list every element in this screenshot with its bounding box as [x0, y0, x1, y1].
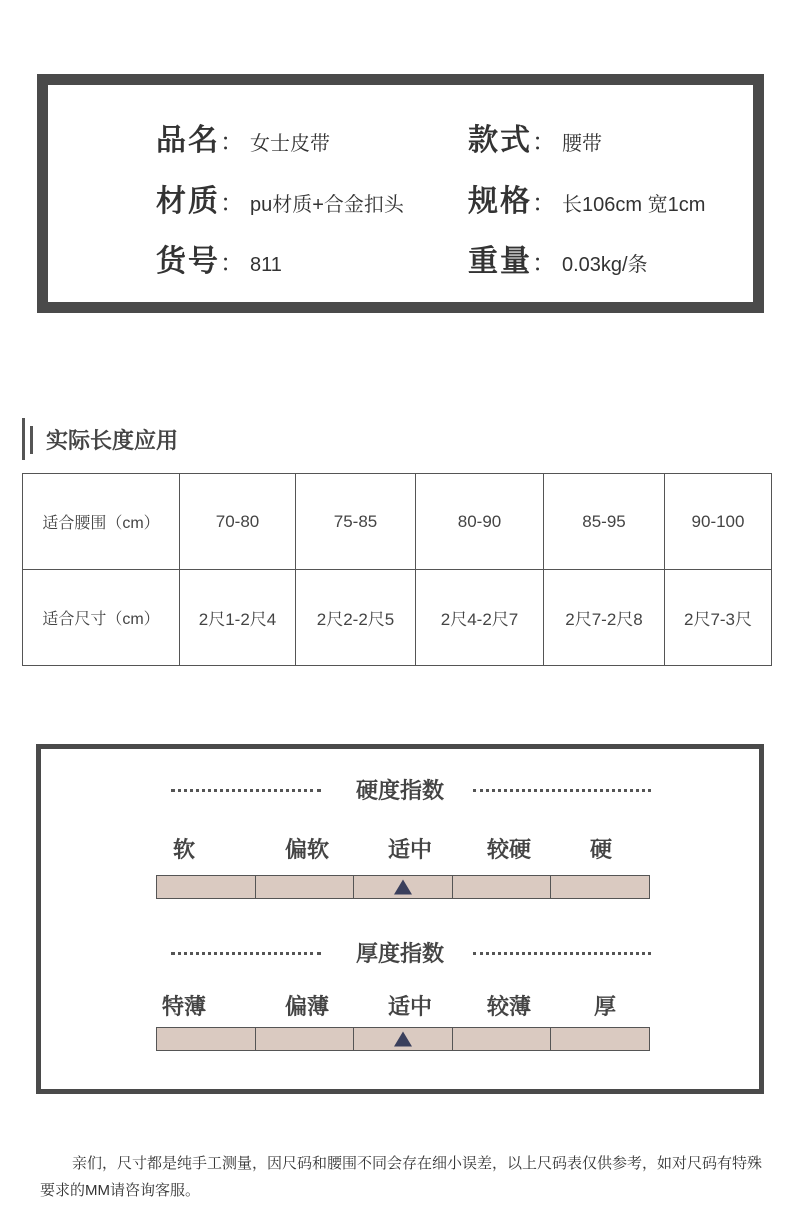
product-info-box [37, 74, 764, 313]
thickness-title: 厚度指数 [355, 941, 444, 966]
table-row [23, 474, 772, 570]
thickness-level-label: 特薄 [161, 994, 206, 1019]
thickness-level-label: 较薄 [486, 994, 531, 1019]
hardness-level-label: 偏软 [284, 837, 329, 862]
table-cell: 2尺4-2尺7 [416, 570, 544, 666]
info-style-value: 腰带 [562, 133, 602, 155]
thickness-level-label: 适中 [387, 994, 432, 1019]
scale-segment [256, 876, 355, 898]
table-row [23, 570, 772, 666]
info-item-no-value: 811 [250, 254, 282, 276]
hardness-scale [156, 875, 650, 899]
thickness-scale [156, 1027, 650, 1051]
triangle-marker-icon [394, 1032, 412, 1047]
scale-segment [453, 1028, 552, 1050]
hardness-level-label: 软 [172, 837, 195, 862]
info-material-value: pu材质+合金扣头 [250, 194, 404, 216]
hardness-title: 硬度指数 [355, 778, 444, 803]
index-box [36, 744, 764, 1094]
info-spec [468, 176, 705, 220]
table-cell: 2尺7-2尺8 [544, 570, 665, 666]
scale-segment [453, 876, 552, 898]
triangle-marker-icon [394, 880, 412, 895]
row-header-waist: 适合腰围（cm） [23, 474, 180, 570]
colon: ： [532, 129, 556, 156]
scale-segment [256, 1028, 355, 1050]
info-spec-value: 长106cm 宽1cm [562, 194, 706, 216]
footnote: 亲们，尺寸都是纯手工测量，因尺码和腰围不同会存在细小误差，以上尺码表仅供参考，如对尺码有特殊要求的MM请咨询客服。 [40, 1155, 763, 1199]
scale-segment [157, 876, 256, 898]
size-table [22, 473, 772, 666]
info-spec-key: 规格 [468, 185, 532, 218]
colon: ： [220, 250, 244, 277]
info-material-key: 材质 [156, 185, 220, 218]
info-name-key: 品名 [156, 124, 220, 157]
info-item-no [156, 236, 282, 280]
info-weight-value: 0.03kg/条 [562, 254, 648, 276]
hardness-level-label: 硬 [589, 837, 612, 862]
table-cell: 2尺7-3尺 [665, 570, 772, 666]
table-cell: 70-80 [180, 474, 296, 570]
section-title: 实际长度应用 [46, 428, 179, 453]
scale-segment [157, 1028, 256, 1050]
colon: ： [220, 190, 244, 217]
info-material [156, 176, 404, 220]
scale-segment [354, 876, 453, 898]
info-weight [468, 236, 648, 280]
info-item-no-key: 货号 [156, 245, 220, 278]
hardness-level-label: 适中 [387, 837, 432, 862]
thickness-level-label: 厚 [593, 994, 616, 1019]
info-name-value: 女士皮带 [250, 133, 330, 155]
table-cell: 90-100 [665, 474, 772, 570]
colon: ： [220, 129, 244, 156]
table-cell: 2尺2-2尺5 [296, 570, 416, 666]
hardness-level-label: 较硬 [486, 837, 531, 862]
table-cell: 80-90 [416, 474, 544, 570]
colon: ： [532, 190, 556, 217]
table-cell: 2尺1-2尺4 [180, 570, 296, 666]
table-cell: 85-95 [544, 474, 665, 570]
row-header-size: 适合尺寸（cm） [23, 570, 180, 666]
info-style [468, 115, 602, 159]
scale-segment [551, 876, 649, 898]
heading-bar [30, 426, 33, 454]
info-weight-key: 重量 [468, 245, 532, 278]
info-style-key: 款式 [468, 124, 532, 157]
heading-bar [22, 418, 25, 460]
scale-segment [551, 1028, 649, 1050]
table-cell: 75-85 [296, 474, 416, 570]
colon: ： [532, 250, 556, 277]
thickness-level-label: 偏薄 [284, 994, 329, 1019]
info-name [156, 115, 330, 159]
scale-segment [354, 1028, 453, 1050]
